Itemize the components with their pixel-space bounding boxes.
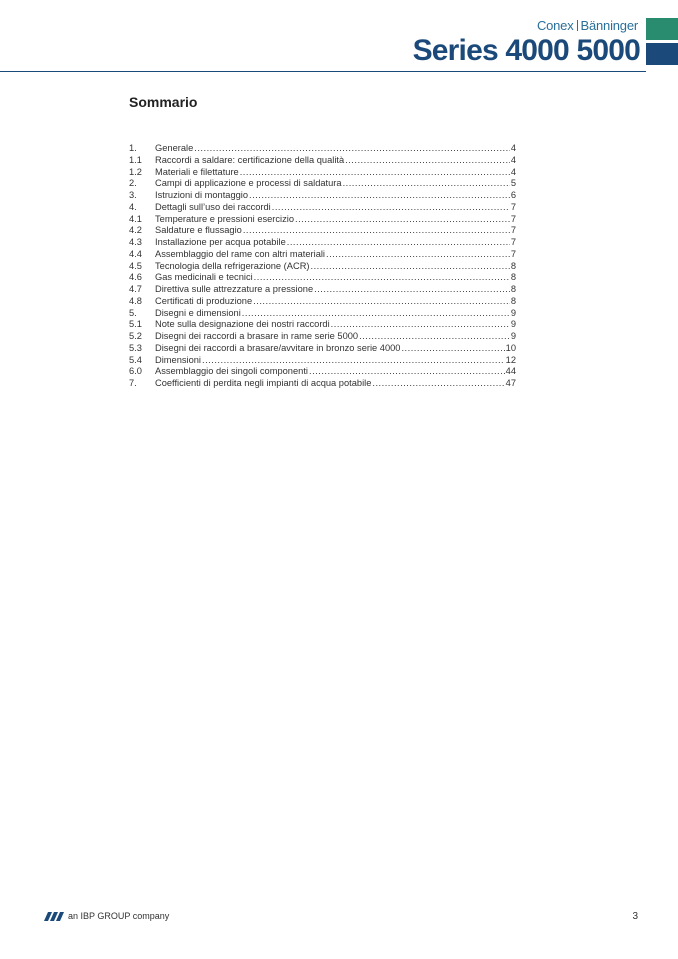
toc-leader bbox=[254, 272, 510, 284]
brand-conex: Conex bbox=[536, 18, 574, 33]
toc-page: 7 bbox=[510, 225, 516, 236]
toc-row bbox=[129, 308, 516, 320]
toc-leader bbox=[309, 366, 505, 378]
toc-page: 12 bbox=[505, 354, 516, 365]
toc-row bbox=[129, 355, 516, 367]
toc-row bbox=[129, 143, 516, 155]
toc-number: 4.1 bbox=[129, 213, 142, 224]
toc-leader bbox=[253, 296, 510, 308]
toc-page: 5 bbox=[510, 178, 516, 189]
toc-row bbox=[129, 366, 516, 378]
toc-page: 4 bbox=[510, 143, 516, 153]
toc-leader bbox=[314, 284, 510, 296]
toc-number: 4.3 bbox=[129, 237, 142, 247]
toc-label: Dettagli sull’uso dei raccordi bbox=[155, 201, 271, 212]
toc-page: 47 bbox=[505, 378, 516, 388]
toc-label: Disegni dei raccordi a brasare in rame serie 5000 bbox=[155, 331, 359, 341]
toc-leader bbox=[331, 319, 510, 331]
page-number: 3 bbox=[632, 911, 638, 922]
toc-row bbox=[129, 296, 516, 308]
toc-page: 44 bbox=[505, 366, 516, 377]
toc-label: Assemblaggio del rame con altri materiali bbox=[155, 248, 325, 259]
toc-number: 7. bbox=[129, 378, 137, 388]
toc-row bbox=[129, 167, 516, 179]
toc-label: Temperature e pressioni esercizio bbox=[155, 213, 294, 224]
toc-leader bbox=[343, 178, 510, 190]
toc-label: Note sulla designazione dei nostri raccordi bbox=[155, 319, 330, 330]
toc-row bbox=[129, 237, 516, 249]
toc-page: 10 bbox=[505, 342, 516, 353]
toc-row bbox=[129, 343, 516, 355]
toc-row bbox=[129, 249, 516, 261]
toc-leader bbox=[326, 249, 510, 261]
toc-page: 7 bbox=[510, 213, 516, 224]
toc-number: 1.2 bbox=[129, 166, 142, 177]
toc-page: 8 bbox=[510, 284, 516, 294]
toc-leader bbox=[295, 214, 510, 226]
toc-label: Direttiva sulle attrezzature a pressione bbox=[155, 284, 314, 294]
toc-row bbox=[129, 155, 516, 167]
toc-page: 7 bbox=[510, 201, 516, 212]
ibp-logo-icon bbox=[44, 912, 64, 921]
footer-company-text: an IBP GROUP company bbox=[68, 911, 170, 921]
toc-row bbox=[129, 214, 516, 226]
toc-leader bbox=[311, 261, 510, 273]
toc-leader bbox=[249, 190, 510, 202]
header-rule bbox=[0, 71, 646, 72]
toc-page: 9 bbox=[510, 319, 516, 330]
toc-leader bbox=[194, 143, 510, 155]
toc-label: Campi di applicazione e processi di saldatura bbox=[155, 178, 342, 189]
toc-row bbox=[129, 331, 516, 343]
toc-label: Assemblaggio dei singoli componenti bbox=[155, 366, 308, 377]
toc-row bbox=[129, 284, 516, 296]
toc-page: 4 bbox=[510, 154, 516, 165]
toc-page: 7 bbox=[510, 237, 516, 247]
toc-page: 4 bbox=[510, 166, 516, 177]
toc-label: Disegni dei raccordi a brasare/avvitare in bronzo serie 4000 bbox=[155, 342, 401, 353]
blue-square bbox=[646, 43, 678, 65]
footer-company bbox=[44, 911, 169, 921]
toc-label: Tecnologia della refrigerazione (ACR) bbox=[155, 260, 310, 271]
toc-row bbox=[129, 190, 516, 202]
toc-number: 2. bbox=[129, 178, 137, 189]
toc-page: 9 bbox=[510, 307, 516, 318]
toc-label: Generale bbox=[155, 143, 194, 153]
toc-number: 5.3 bbox=[129, 342, 142, 353]
toc-label: Saldature e flussagio bbox=[155, 225, 242, 236]
toc-page: 6 bbox=[510, 190, 516, 200]
toc-leader bbox=[272, 202, 510, 214]
toc-page: 8 bbox=[510, 295, 516, 306]
toc-row bbox=[129, 378, 516, 390]
toc-label: Raccordi a saldare: certificazione della qualità bbox=[155, 154, 345, 165]
toc-leader bbox=[359, 331, 510, 343]
toc-label: Certificati di produzione bbox=[155, 295, 253, 306]
toc-leader bbox=[287, 237, 510, 249]
brand-separator bbox=[577, 20, 578, 31]
toc-page: 8 bbox=[510, 272, 516, 283]
toc-number: 4.8 bbox=[129, 295, 142, 306]
toc-label: Istruzioni di montaggio bbox=[155, 190, 249, 200]
toc-page: 9 bbox=[510, 331, 516, 341]
toc-number: 4.4 bbox=[129, 248, 142, 259]
toc-leader bbox=[243, 225, 510, 237]
toc-number: 5.4 bbox=[129, 354, 142, 365]
toc-number: 3. bbox=[129, 190, 137, 200]
toc-number: 4.5 bbox=[129, 260, 142, 271]
toc-label: Installazione per acqua potabile bbox=[155, 237, 286, 247]
toc-row bbox=[129, 272, 516, 284]
toc-number: 1.1 bbox=[129, 154, 142, 165]
toc-number: 4. bbox=[129, 201, 137, 212]
series-title: Series 4000 5000 bbox=[412, 34, 640, 67]
toc-number: 5.2 bbox=[129, 331, 142, 341]
toc-label: Disegni e dimensioni bbox=[155, 307, 241, 318]
toc-page: 8 bbox=[510, 260, 516, 271]
toc-page: 7 bbox=[510, 248, 516, 259]
toc-label: Dimensioni bbox=[155, 354, 201, 365]
toc-leader bbox=[401, 343, 504, 355]
toc-label: Coefficienti di perdita negli impianti di acqua potabile bbox=[155, 378, 372, 388]
toc-number: 4.7 bbox=[129, 284, 142, 294]
toc-row bbox=[129, 261, 516, 273]
toc-label: Materiali e filettature bbox=[155, 166, 239, 177]
toc-number: 6.0 bbox=[129, 366, 142, 377]
toc-row bbox=[129, 178, 516, 190]
toc-leader bbox=[242, 308, 510, 320]
toc-leader bbox=[202, 355, 505, 367]
toc-label: Gas medicinali e tecnici bbox=[155, 272, 253, 283]
brand-banninger: Bänninger bbox=[580, 18, 638, 33]
brand-logo bbox=[537, 18, 638, 33]
green-square bbox=[646, 18, 678, 40]
toc-row bbox=[129, 202, 516, 214]
toc-leader bbox=[372, 378, 504, 390]
toc-number: 5. bbox=[129, 307, 137, 318]
toc-leader bbox=[240, 167, 510, 179]
toc-number: 1. bbox=[129, 143, 137, 153]
toc-number: 5.1 bbox=[129, 319, 142, 330]
toc-row bbox=[129, 319, 516, 331]
table-of-contents bbox=[129, 143, 516, 390]
toc-leader bbox=[345, 155, 510, 167]
toc-number: 4.2 bbox=[129, 225, 142, 236]
page-title: Sommario bbox=[129, 94, 198, 110]
toc-row bbox=[129, 225, 516, 237]
toc-number: 4.6 bbox=[129, 272, 142, 283]
